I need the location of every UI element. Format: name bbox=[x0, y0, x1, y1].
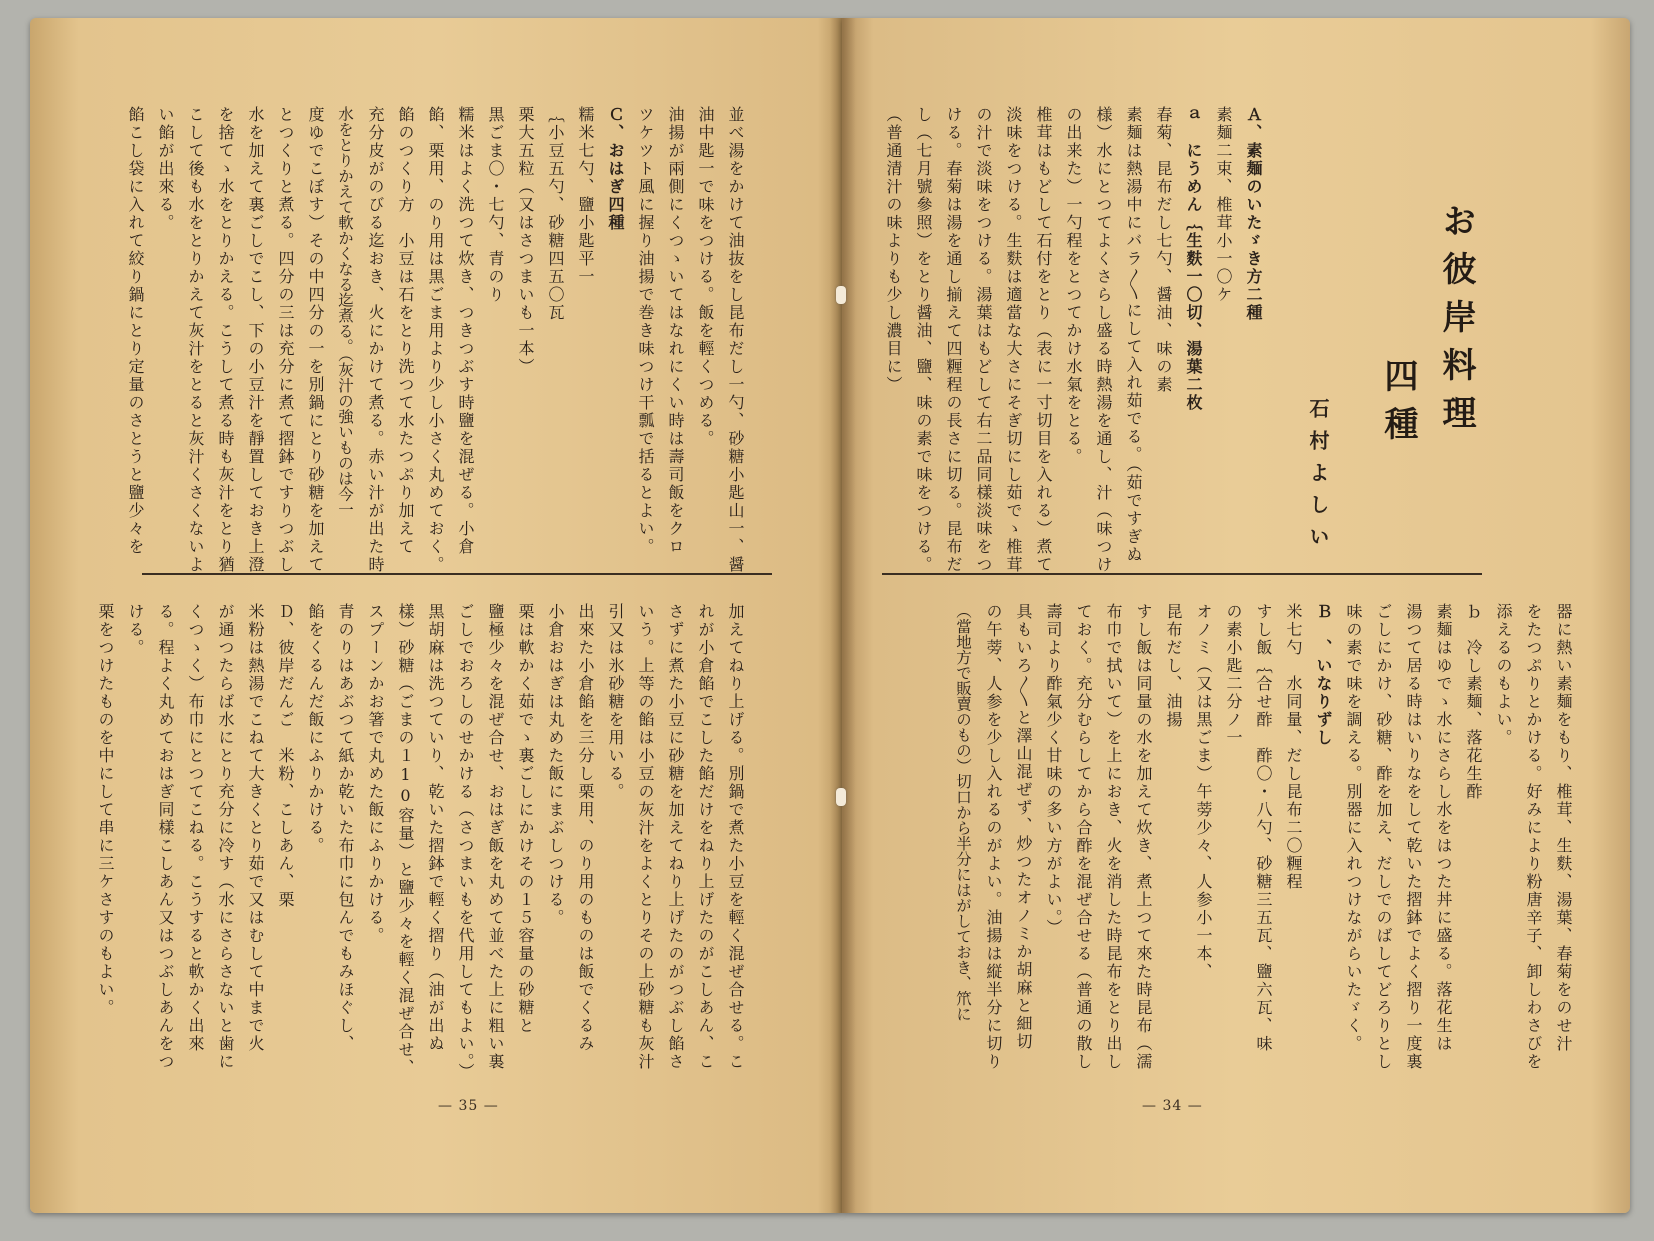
left-top-line: ツケツト風に握り油揚で巻き味つけ干瓢で括るとよい。 bbox=[636, 106, 655, 556]
right-bottom-line: 味の素で味を調える。別器に入れつけながらいたゞく。 bbox=[1344, 603, 1363, 1053]
right-top-line: 様）水にとつてよくさらし盛る時熱湯を通し、汁（味つけ bbox=[1094, 106, 1113, 574]
left-bottom-line: 米粉は熱湯でこねて大きくとり茹で又はむして中まで火 bbox=[246, 603, 265, 1053]
left-top-line: い餡が出來る。 bbox=[156, 106, 175, 232]
left-top-line: 餡、栗用、のり用は黒ごま用より少し小さく丸めておく。 bbox=[426, 106, 445, 574]
right-top-line: 素麺は熱湯中にバラ〳〵にして入れ茹でる。（茹ですぎぬ bbox=[1124, 106, 1143, 564]
right-bottom-line: 添えるのもよい。 bbox=[1494, 603, 1513, 747]
left-top-line: 並べ湯をかけて油抜をし昆布だし一勺、砂糖小匙山一、醤 bbox=[726, 106, 745, 574]
left-page-bottom-text bbox=[90, 603, 750, 1083]
right-top-line: の汁で淡味をつける。湯葉はもどして右二品同樣淡味をつ bbox=[974, 106, 993, 574]
left-bottom-line: スプーンかお箸で丸めた飯にふりかける。 bbox=[366, 603, 385, 945]
right-top-line: ける。春菊は湯を通し揃えて四糎程の長さに切る。昆布だ bbox=[944, 106, 963, 574]
left-bottom-line: 餡をくるんだ飯にふりかける。 bbox=[306, 603, 325, 855]
article-title-line2: 四種 bbox=[1378, 358, 1418, 454]
open-book bbox=[30, 18, 1630, 1213]
right-top-line: 椎茸はもどして石付をとり（表に一寸切目を入れる）煮て bbox=[1034, 106, 1053, 574]
staple-top bbox=[836, 286, 846, 304]
left-bottom-line: さずに煮た小豆に砂糖を加えてねり上げたのがつぶし餡さ bbox=[666, 603, 685, 1071]
left-bottom-line: 出來た小倉餡を三分し栗用、のり用のものは飯でくるみ bbox=[576, 603, 595, 1053]
left-bottom-line: ける。 bbox=[126, 603, 145, 657]
right-page-bottom-text bbox=[948, 603, 1578, 1083]
left-page-top-text bbox=[120, 106, 750, 576]
right-top-line: Ａ、素麺のいたゞき方二種 bbox=[1244, 106, 1263, 322]
left-top-line: 油中匙一で味をつける。飯を輕くつめる。 bbox=[696, 106, 715, 448]
left-top-line: 水を加えて裏ごしでこし、下の小豆汁を靜置しておき上澄 bbox=[246, 106, 265, 574]
left-bottom-line: 鹽極少々を混ぜ合せ、おはぎ飯を丸めて並べた上に粗い裏 bbox=[486, 603, 505, 1071]
right-page-number: — 34 — bbox=[1142, 1098, 1203, 1114]
right-page-top-text bbox=[878, 106, 1268, 576]
right-page-divider bbox=[882, 573, 1482, 575]
left-top-line: Ｃ、おはぎ四種 bbox=[606, 106, 625, 232]
right-bottom-line: ごしにかけ、砂糖、酢を加え、だしでのばしてどろりとし bbox=[1374, 603, 1393, 1071]
left-bottom-line: 加えてねり上げる。別鍋で煮た小豆を輕く混ぜ合せる。こ bbox=[726, 603, 745, 1071]
right-top-line: 淡味をつける。生麩は適當な大さにそぎ切にし茹でゝ椎茸 bbox=[1004, 106, 1023, 574]
right-bottom-line: 米七勺 水同量、だし昆布二〇糎程 bbox=[1284, 603, 1303, 891]
left-bottom-line: る。程よく丸めておはぎ同樣こしあん又はつぶしあんをつ bbox=[156, 603, 175, 1071]
right-bottom-line: オノミ（又は黒ごま）午蒡少々、人参小一本、 bbox=[1194, 603, 1213, 981]
book-spine bbox=[830, 18, 856, 1213]
right-bottom-line: をたつぷりとかける。好みにより粉唐辛子、卸しわさびを bbox=[1524, 603, 1543, 1071]
right-top-line: 素麺二束、椎茸小一〇ケ bbox=[1214, 106, 1233, 304]
left-bottom-line: Ｄ、彼岸だんご 米粉、こしあん、栗 bbox=[276, 603, 295, 909]
left-top-line: 油揚が兩側にくつゝいてはなれにくい時は壽司飯をクロ bbox=[666, 106, 685, 556]
left-bottom-line: ごしでおろしのせかける（さつまいもを代用してもよい。） bbox=[456, 603, 475, 1081]
left-bottom-line: れが小倉餡でこした餡だけをねり上げたのがこしあん、こ bbox=[696, 603, 715, 1071]
left-top-line: ｛小豆五勺、砂糖四五〇瓦 bbox=[546, 106, 565, 322]
left-bottom-line: いう。上等の餡は小豆の灰汁をよくとりその上砂糖も灰汁 bbox=[636, 603, 655, 1071]
right-bottom-line: 昆布だし、油揚 bbox=[1164, 603, 1183, 729]
right-bottom-line: すし飯｛合せ酢 酢〇・八勺、砂糖三五瓦、鹽六瓦、味 bbox=[1254, 603, 1273, 1053]
left-bottom-line: 樣）砂糖（ごまの１10容量）と鹽少々を輕く混ぜ合せ、 bbox=[396, 603, 415, 1077]
right-top-line: 春菊、昆布だし七勺、醤油、味の素 bbox=[1154, 106, 1173, 394]
left-top-line: 糯米七勺、鹽小匙平一 bbox=[576, 106, 595, 286]
right-bottom-line: 湯つて居る時はいりなをして乾いた摺鉢でよく摺り一度裏 bbox=[1404, 603, 1423, 1071]
left-top-line: 度ゆでこぼす）その中四分の一を別鍋にとり砂糖を加えて bbox=[306, 106, 325, 574]
left-page-number: — 35 — bbox=[438, 1098, 499, 1114]
left-top-line: とつくりと煮る。四分の三は充分に煮て摺鉢ですりつぶし bbox=[276, 106, 295, 574]
left-top-line: こして後も水をとりかえて灰汁をとると灰汁くさくないよ bbox=[186, 106, 205, 574]
left-bottom-line: 栗をつけたものを中にして串に三ケさすのもよい。 bbox=[96, 603, 115, 1017]
right-bottom-line: すし飯は同量の水を加えて炊き、煮上つて來た時昆布（濡 bbox=[1134, 603, 1153, 1071]
left-bottom-line: 栗は軟かく茹でゝ裏ごしにかけその１５容量の砂糖と bbox=[516, 603, 535, 1035]
right-top-line: の出来た）一勺程をとつてかけ水氣をとる。 bbox=[1064, 106, 1083, 466]
right-top-line: ａ にうめん｛生麩一〇切、湯葉二枚 bbox=[1184, 106, 1203, 412]
left-page bbox=[30, 18, 842, 1213]
left-bottom-line: 小倉おはぎは丸めた飯にまぶしつける。 bbox=[546, 603, 565, 927]
right-bottom-line: 布巾で拭いて）を上におき、火を消した時昆布をとり出し bbox=[1104, 603, 1123, 1071]
left-top-line: 栗大五粒（又はさつまいも一本） bbox=[516, 106, 535, 376]
right-bottom-line: 器に熱い素麺をもり、椎茸、生麩、湯葉、春菊をのせ汁 bbox=[1554, 603, 1573, 1053]
right-bottom-line: ておく。充分むらしてから合酢を混ぜ合せる（普通の散し bbox=[1074, 603, 1093, 1071]
left-page-divider bbox=[142, 573, 772, 575]
left-bottom-line: 引又は氷砂糖を用いる。 bbox=[606, 603, 625, 801]
right-top-line: （普通清汁の味よりも少し濃目に） bbox=[884, 106, 903, 394]
author-name: 石村よしい bbox=[1306, 398, 1330, 558]
left-top-line: 餡のつくり方 小豆は石をとり洗つて水たつぷり加えて bbox=[396, 106, 415, 556]
right-top-line: し（七月號參照）をとり醤油、鹽、味の素で味をつける。 bbox=[914, 106, 933, 574]
left-top-line: 餡こし袋に入れて絞り鍋にとり定量のさとうと鹽少々を bbox=[126, 106, 145, 556]
left-top-line: 黒ごま〇・七勺、青のり bbox=[486, 106, 505, 304]
staple-bottom bbox=[836, 788, 846, 806]
left-bottom-line: が通つたらば水にとり充分に冷す（水にさらさないと歯に bbox=[216, 603, 235, 1071]
right-bottom-line: 素麺はゆでゝ水にさらし水をはつた丼に盛る。落花生は bbox=[1434, 603, 1453, 1053]
right-bottom-line: 壽司より酢氣少く甘味の多い方がよい。） bbox=[1044, 603, 1063, 937]
right-bottom-line: ｂ 冷し素麺、落花生酢 bbox=[1464, 603, 1483, 801]
article-title: お彼岸料理 bbox=[1436, 203, 1476, 443]
left-top-line: 充分皮がのびる迄おき、火にかけて煮る。赤い汁が出た時 bbox=[366, 106, 385, 574]
right-bottom-line: （當地方で販賣のもの）切口から半分にはがしておき、笊に bbox=[954, 603, 972, 1022]
right-bottom-line: の午蒡、人参を少し入れるのがよい。油揚は縦半分に切り bbox=[984, 603, 1003, 1071]
left-top-line: 糯米はよく洗つて炊き、つきつぶす時鹽を混ぜる。小倉 bbox=[456, 106, 475, 556]
left-bottom-line: 青のりはあぶつて紙か乾いた布巾に包んでもみほぐし、 bbox=[336, 603, 355, 1053]
left-bottom-line: くつゝく）布巾にとつてこねる。こうすると軟かく出來 bbox=[186, 603, 205, 1053]
right-bottom-line: 具もいろ〳〵と澤山混ぜず、炒つたオノミか胡麻と細切 bbox=[1014, 603, 1033, 1051]
right-bottom-line: の素小匙二分ノ一 bbox=[1224, 603, 1243, 747]
left-top-line: 水をとりかえて軟かくなる迄煮る。（灰汁の強いものは今一 bbox=[336, 106, 354, 517]
right-bottom-line: Ｂ 、いなりずし bbox=[1314, 603, 1333, 747]
left-bottom-line: 黒胡麻は洗つていり、乾いた摺鉢で輕く摺り（油が出ぬ bbox=[426, 603, 445, 1053]
right-page bbox=[842, 18, 1630, 1213]
left-top-line: を捨てゝ水をとりかえる。こうして煮る時も灰汁をとり猶 bbox=[216, 106, 235, 574]
